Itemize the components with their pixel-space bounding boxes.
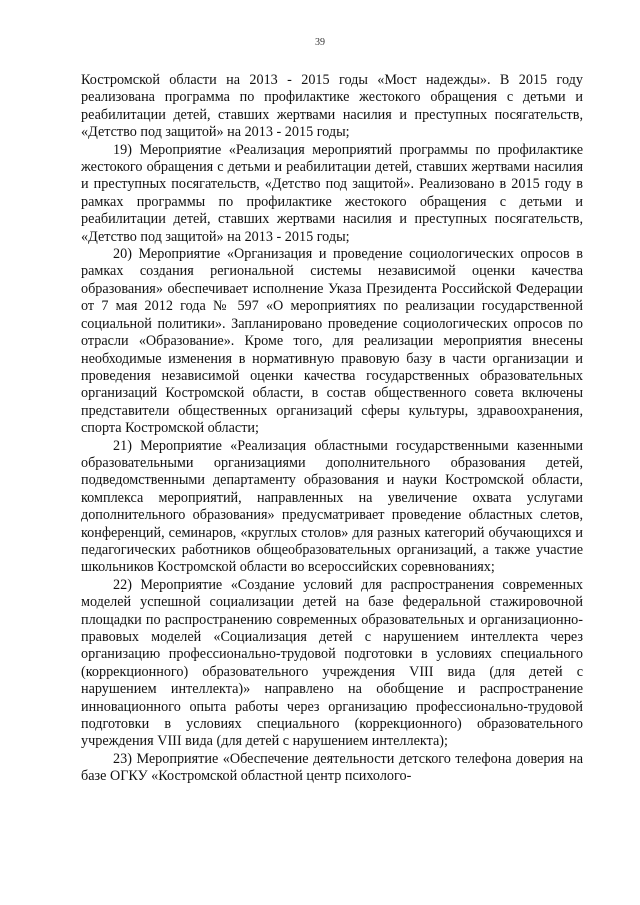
paragraph-item-22: 22) Мероприятие «Создание условий для распространения современных моделей успешной социализации детей на базе федеральной стажировочной площадки по распространению современных образовательных и организационно-правовых моделей «Социализация детей с нарушением интеллекта через организацию профессионально-трудовой подготовки в условиях специального (коррекционного) образовательного учреждения VIII вида (для детей с нарушением интеллекта)» направлено на обобщение и распространение инновационного опыта работы через организацию профессионально-трудовой подготовки в условиях специального (коррекционного) образовательного учреждения VIII вида (для детей с нарушением интеллекта); — [81, 576, 583, 750]
paragraph-continuation: Костромской области на 2013 - 2015 годы «Мост надежды». В 2015 году реализована программа по профилактике жестокого обращения с детьми и реабилитации детей, ставших жертвами насилия и преступных посягательств, «Детство под защитой» на 2013 - 2015 годы; — [81, 72, 583, 141]
paragraph-item-21: 21) Мероприятие «Реализация областными государственными казенными образовательными организациями дополнительного образования детей, подведомственными департаменту образования и науки Костромской области, комплекса мероприятий, направленных на увеличение охвата услугами дополнительного образования» предусматривает проведение областных слетов, конференций, семинаров, «круглых столов» для разных категорий обучающихся и педагогических работников общеобразовательных организаций, а также участие школьников Костромской области во всероссийских соревнованиях; — [81, 437, 583, 576]
paragraph-item-20: 20) Мероприятие «Организация и проведение социологических опросов в рамках создания региональной системы независимой оценки качества образования» обеспечивает исполнение Указа Президента Российской Федерации от 7 мая 2012 года № 597 «О мероприятиях по реализации государственной социальной политики». Запланировано проведение социологических опросов по отрасли «Образование». Кроме того, для реализации мероприятия внесены необходимые изменения в нормативную правовую базу в части организации и проведения независимой оценки качества государственных образовательных организаций Костромской области, в состав общественного совета включены представители общественных организаций сферы культуры, здравоохранения, спорта Костромской области; — [81, 246, 583, 437]
document-body — [81, 72, 583, 786]
paragraph-item-19: 19) Мероприятие «Реализация мероприятий программы по профилактике жестокого обращения с детьми и реабилитации детей, ставших жертвами насилия и преступных посягательств, «Детство под защитой». Реализовано в 2015 году в рамках программы по профилактике жестокого обращения с детьми и реабилитации детей, ставших жертвами насилия и преступных посягательств, «Детство под защитой» на 2013 - 2015 годы; — [81, 141, 583, 245]
paragraph-item-23: 23) Мероприятие «Обеспечение деятельности детского телефона доверия на базе ОГКУ «Костромской областной центр психолого- — [81, 750, 583, 785]
page-number: 39 — [315, 37, 325, 48]
